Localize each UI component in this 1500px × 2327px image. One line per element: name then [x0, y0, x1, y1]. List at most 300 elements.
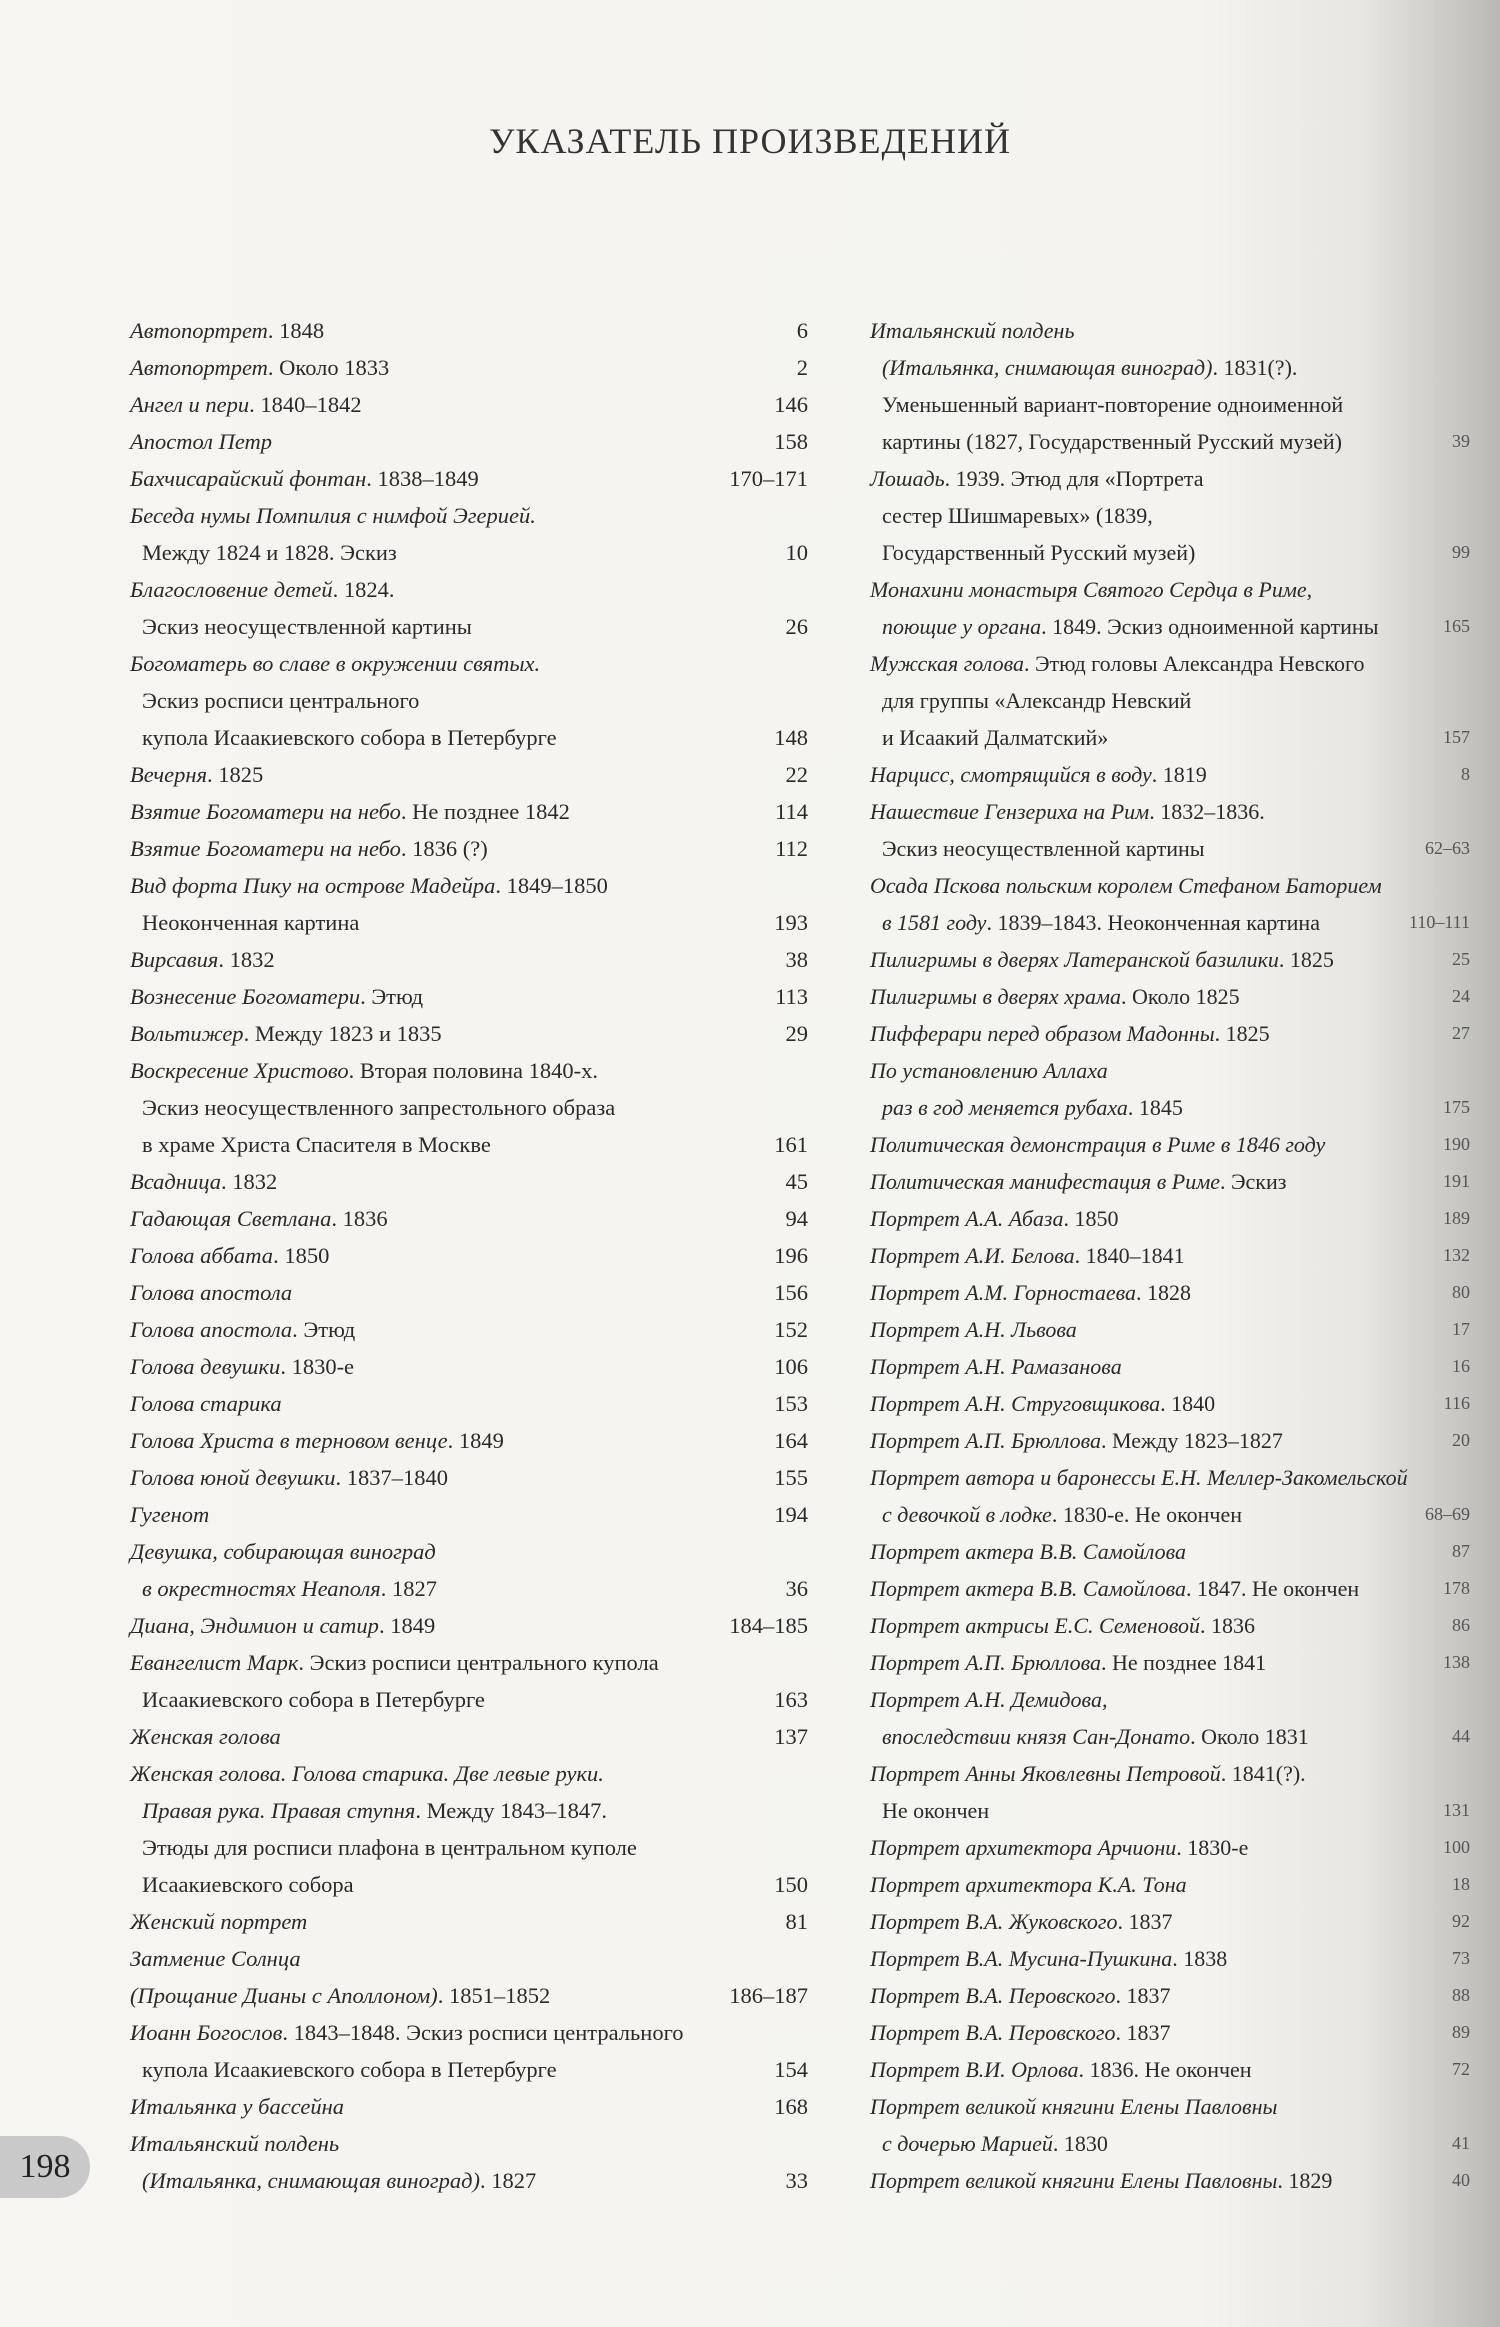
entry-details: . 1832–1836.: [1149, 799, 1265, 824]
entry-text: [130, 904, 738, 941]
entry-work-title: Политическая манифестация в Риме: [870, 1169, 1221, 1194]
entry-text: [130, 830, 738, 867]
index-entry: [870, 645, 1470, 682]
index-entry: [130, 1459, 808, 1496]
entry-page-ref: 110–111: [1409, 912, 1470, 932]
index-entry: [870, 1903, 1470, 1940]
entry-text: [130, 423, 738, 460]
entry-details: . Между 1843–1847.: [415, 1798, 608, 1823]
entry-page-ref: 190: [1443, 1134, 1470, 1154]
index-entry: [870, 423, 1470, 460]
entry-details: . 1849: [447, 1428, 504, 1453]
entry-work-title: Портрет А.Н. Львова: [870, 1317, 1077, 1342]
index-entry: [130, 904, 808, 941]
entry-details: Исаакиевского собора в Петербурге: [142, 1687, 485, 1712]
entry-page-ref: 155: [774, 1465, 808, 1490]
entry-page-ref: [1430, 312, 1470, 349]
entry-text: [870, 941, 1430, 978]
page-number: 198: [19, 2148, 71, 2185]
entry-text: [130, 571, 738, 608]
entry-page-ref: [738, 1533, 808, 1570]
entry-text: [870, 1792, 1430, 1829]
entry-text: [870, 2125, 1430, 2162]
entry-page-ref: 62–63: [1425, 838, 1470, 858]
entry-details: . 1836. Не окончен: [1078, 2057, 1252, 2082]
entry-work-title: Правая рука. Правая ступня: [142, 1798, 416, 1823]
entry-work-title: Лошадь: [870, 466, 945, 491]
entry-work-title: Голова апостола: [130, 1317, 293, 1342]
entry-page-ref: [738, 1792, 808, 1829]
entry-details: Исаакиевского собора: [142, 1872, 354, 1897]
entry-work-title: Портрет актера В.В. Самойлова: [870, 1576, 1187, 1601]
entry-details: . 1819: [1151, 762, 1207, 787]
entry-work-title: Портрет актрисы Е.С. Семеновой: [870, 1613, 1201, 1638]
entry-text: [870, 571, 1430, 608]
entry-details: . 1850: [1063, 1206, 1119, 1231]
entry-page-ref: 194: [774, 1502, 808, 1527]
entry-page-ref: 137: [774, 1724, 808, 1749]
index-entry: [130, 1755, 808, 1792]
entry-work-title: Портрет А.Н. Демидова,: [870, 1687, 1108, 1712]
entry-page-ref: 114: [775, 799, 808, 824]
index-entry: [130, 349, 808, 386]
entry-page-ref: [1430, 497, 1470, 534]
entry-details: . 1827: [479, 2168, 537, 2193]
entry-work-title: Портрет В.И. Орлова: [870, 2057, 1079, 2082]
entry-text: [870, 1237, 1430, 1274]
index-entry: [130, 1681, 808, 1718]
entry-details: . 1830-е: [1176, 1835, 1249, 1860]
entry-work-title: раз в год меняется рубаха: [882, 1095, 1128, 1120]
entry-text: [870, 1496, 1425, 1533]
entry-text: [870, 1644, 1430, 1681]
entry-text: [130, 1570, 738, 1607]
index-entry: [870, 1496, 1470, 1533]
entry-text: [130, 608, 738, 645]
index-entry: [870, 571, 1470, 608]
index-entry: [130, 534, 808, 571]
entry-text: [130, 2014, 738, 2051]
index-entry: [130, 1422, 808, 1459]
entry-page-ref: 22: [785, 762, 808, 787]
entry-text: [130, 1200, 738, 1237]
entry-work-title: Голова апостола: [130, 1280, 293, 1305]
entry-details: . 1939. Этюд для «Портрета: [944, 466, 1204, 491]
entry-text: [130, 1681, 738, 1718]
entry-text: [870, 1570, 1430, 1607]
entry-page-ref: 138: [1443, 1652, 1470, 1672]
entry-text: [130, 1274, 738, 1311]
entry-details: купола Исаакиевского собора в Петербурге: [142, 2057, 557, 2082]
entry-details: . Не позднее 1842: [400, 799, 570, 824]
entry-page-ref: 184–185: [729, 1613, 808, 1638]
entry-text: [870, 1089, 1430, 1126]
index-entry: [870, 1755, 1470, 1792]
entry-details: . 1849. Эскиз одноименной картины: [1041, 614, 1379, 639]
entry-details: . 1825: [207, 762, 264, 787]
entry-work-title: впоследствии князя Сан-Донато: [882, 1724, 1191, 1749]
entry-work-title: Монахини монастыря Святого Сердца в Риме,: [870, 577, 1313, 602]
entry-work-title: Политическая демонстрация в Риме в 1846 году: [870, 1132, 1326, 1157]
index-entry: [870, 2014, 1470, 2051]
entry-text: [870, 1607, 1430, 1644]
entry-text: [130, 1422, 738, 1459]
entry-page-ref: 16: [1452, 1356, 1470, 1376]
entry-text: [870, 534, 1430, 571]
index-entry: [130, 608, 808, 645]
entry-details: . 1830-е: [280, 1354, 355, 1379]
entry-text: [870, 1718, 1430, 1755]
index-entry: [870, 1940, 1470, 1977]
index-entry: [130, 1829, 808, 1866]
entry-details: . 1837: [1115, 2020, 1171, 2045]
entry-work-title: Вирсавия: [130, 947, 219, 972]
entry-page-ref: 36: [785, 1576, 808, 1601]
index-entry: [870, 1385, 1470, 1422]
entry-details: Государственный Русский музей): [882, 540, 1196, 565]
entry-text: [130, 2088, 738, 2125]
entry-page-ref: 156: [774, 1280, 808, 1305]
entry-text: [870, 1126, 1430, 1163]
entry-work-title: Портрет В.А. Перовского: [870, 2020, 1116, 2045]
entry-details: Эскиз неосуществленной картины: [882, 836, 1205, 861]
entry-text: [870, 2051, 1430, 2088]
index-entry: [130, 941, 808, 978]
entry-text: [870, 793, 1430, 830]
index-entry: [870, 2051, 1470, 2088]
index-entry: [870, 1718, 1470, 1755]
entry-details: . 1849: [378, 1613, 436, 1638]
entry-page-ref: 113: [775, 984, 808, 1009]
page-number-tab: [0, 2136, 90, 2198]
entry-details: Эскиз неосуществленного запрестольного образа: [142, 1095, 616, 1120]
index-entry: [870, 978, 1470, 1015]
entry-details: . 1825: [1278, 947, 1334, 972]
index-column-right: [870, 312, 1470, 2199]
entry-details: . 1847. Не окончен: [1186, 1576, 1360, 1601]
entry-details: . 1840: [1160, 1391, 1216, 1416]
entry-text: [130, 1311, 738, 1348]
entry-page-ref: 131: [1443, 1800, 1470, 1820]
entry-text: [870, 1163, 1430, 1200]
entry-details: . Около 1825: [1121, 984, 1240, 1009]
entry-text: [130, 1977, 729, 2014]
index-entry: [130, 645, 808, 682]
entry-work-title: Нарцисс, смотрящийся в воду: [870, 762, 1152, 787]
index-entry: [130, 423, 808, 460]
index-entry: [130, 867, 808, 904]
entry-work-title: Итальянка у бассейна: [130, 2094, 345, 2119]
entry-details: . Этюд: [292, 1317, 356, 1342]
index-entry: [130, 1940, 808, 1977]
index-entry: [130, 1163, 808, 1200]
entry-details: . 1845: [1127, 1095, 1183, 1120]
entry-text: [870, 312, 1430, 349]
index-entry: [870, 1311, 1470, 1348]
entry-page-ref: 72: [1452, 2059, 1470, 2079]
entry-page-ref: 116: [1443, 1393, 1470, 1413]
entry-details: . Около 1833: [267, 355, 390, 380]
entry-page-ref: 80: [1452, 1282, 1470, 1302]
entry-work-title: Портрет А.Н. Струговщикова: [870, 1391, 1161, 1416]
entry-details: Уменьшенный вариант-повторение одноименной: [882, 392, 1344, 417]
entry-text: [130, 534, 738, 571]
entry-text: [130, 1607, 729, 1644]
entry-text: [130, 1163, 738, 1200]
entry-details: . Между 1823 и 1835: [243, 1021, 442, 1046]
entry-text: [130, 1792, 738, 1829]
entry-text: [870, 1200, 1430, 1237]
entry-page-ref: 161: [774, 1132, 808, 1157]
entry-page-ref: 152: [774, 1317, 808, 1342]
entry-details: Этюды для росписи плафона в центральном куполе: [142, 1835, 637, 1860]
index-entry: [870, 1681, 1470, 1718]
entry-page-ref: 8: [1461, 764, 1470, 784]
entry-work-title: (Итальянка, снимающая виноград): [882, 355, 1213, 380]
entry-page-ref: [738, 2014, 808, 2051]
entry-text: [130, 312, 738, 349]
entry-page-ref: 94: [785, 1206, 808, 1231]
entry-text: [870, 719, 1430, 756]
entry-page-ref: 27: [1452, 1023, 1470, 1043]
entry-text: [130, 1348, 738, 1385]
entry-text: [130, 1644, 738, 1681]
entry-details: . 1840–1842: [249, 392, 362, 417]
entry-details: купола Исаакиевского собора в Петербурге: [142, 725, 557, 750]
entry-text: [130, 645, 738, 682]
entry-page-ref: 29: [785, 1021, 808, 1046]
entry-text: [130, 682, 738, 719]
entry-text: [130, 1089, 738, 1126]
entry-text: [130, 1052, 738, 1089]
entry-details: . Этюд головы Александра Невского: [1024, 651, 1365, 676]
entry-work-title: Голова девушки: [130, 1354, 281, 1379]
entry-text: [130, 1533, 738, 1570]
index-entry: [130, 2162, 808, 2199]
index-entry: [870, 1607, 1470, 1644]
index-entry: [870, 312, 1470, 349]
entry-page-ref: [738, 1644, 808, 1681]
entry-details: . 1840–1841: [1074, 1243, 1185, 1268]
entry-details: . 1838–1849: [366, 466, 479, 491]
index-entry: [130, 1089, 808, 1126]
entry-page-ref: [1430, 349, 1470, 386]
index-entry: [130, 1977, 808, 2014]
index-entry: [130, 460, 808, 497]
entry-work-title: Голова юной девушки: [130, 1465, 336, 1490]
entry-text: [870, 978, 1430, 1015]
index-entry: [130, 719, 808, 756]
index-entry: [870, 2088, 1470, 2125]
entry-page-ref: 164: [774, 1428, 808, 1453]
index-entry: [870, 349, 1470, 386]
page-title: УКАЗАТЕЛЬ ПРОИЗВЕДЕНИЙ: [488, 121, 1012, 161]
index-entry: [870, 1015, 1470, 1052]
index-entry: [870, 1237, 1470, 1274]
entry-work-title: Автопортрет: [130, 318, 268, 343]
index-entry: [870, 1459, 1470, 1496]
entry-text: [870, 2014, 1430, 2051]
index-entry: [870, 1422, 1470, 1459]
entry-work-title: Портрет А.Н. Рамазанова: [870, 1354, 1122, 1379]
entry-work-title: Мужская голова: [870, 651, 1024, 676]
index-entry: [870, 386, 1470, 423]
entry-page-ref: 175: [1443, 1097, 1470, 1117]
index-entry: [870, 1829, 1470, 1866]
entry-page-ref: 158: [774, 429, 808, 454]
entry-details: . Около 1831: [1190, 1724, 1309, 1749]
entry-details: . 1830: [1052, 2131, 1108, 2156]
entry-work-title: Вольтижер: [130, 1021, 244, 1046]
entry-work-title: Портрет автора и баронессы Е.Н. Меллер-Закомельской: [870, 1465, 1408, 1490]
entry-details: . 1825: [1214, 1021, 1270, 1046]
entry-page-ref: 157: [1443, 727, 1470, 747]
entry-page-ref: 20: [1452, 1430, 1470, 1450]
entry-page-ref: 26: [785, 614, 808, 639]
entry-work-title: Женский портрет: [130, 1909, 308, 1934]
entry-text: [870, 1385, 1430, 1422]
entry-details: . 1839–1843. Неоконченная картина: [986, 910, 1320, 935]
entry-work-title: с девочкой в лодке: [882, 1502, 1052, 1527]
entry-work-title: Итальянский полдень: [870, 318, 1075, 343]
index-entry: [130, 571, 808, 608]
entry-text: [130, 941, 738, 978]
entry-work-title: Апостол Петр: [130, 429, 273, 454]
entry-work-title: Голова Христа в терновом венце: [130, 1428, 448, 1453]
entry-page-ref: [1430, 571, 1470, 608]
entry-page-ref: 186–187: [729, 1983, 808, 2008]
index-entry: [130, 1792, 808, 1829]
entry-details: Между 1824 и 1828. Эскиз: [142, 540, 397, 565]
entry-text: [870, 1977, 1430, 2014]
entry-work-title: Портрет А.А. Абаза: [870, 1206, 1064, 1231]
entry-work-title: Голова старика: [130, 1391, 282, 1416]
entry-details: . Вторая половина 1840-х.: [348, 1058, 599, 1083]
entry-work-title: Голова аббата: [130, 1243, 274, 1268]
entry-details: . 1838: [1172, 1946, 1228, 1971]
entry-text: [130, 2162, 738, 2199]
entry-text: [130, 1015, 738, 1052]
entry-work-title: Пилигримы в дверях Латеранской базилики: [870, 947, 1279, 972]
entry-text: [870, 349, 1430, 386]
index-entry: [870, 904, 1470, 941]
entry-work-title: Нашествие Гензериха на Рим: [870, 799, 1150, 824]
entry-work-title: Всадница: [130, 1169, 221, 1194]
entry-work-title: Портрет актера В.В. Самойлова: [870, 1539, 1187, 1564]
index-entry: [130, 1570, 808, 1607]
entry-page-ref: [1430, 645, 1470, 682]
entry-work-title: По установлению Аллаха: [870, 1058, 1108, 1083]
entry-details: . Между 1823–1827: [1100, 1428, 1283, 1453]
entry-text: [870, 2162, 1430, 2199]
entry-text: [130, 2125, 738, 2162]
entry-page-ref: 150: [774, 1872, 808, 1897]
entry-work-title: Женская голова: [130, 1724, 281, 1749]
entry-page-ref: 89: [1452, 2022, 1470, 2042]
index-entry: [870, 1052, 1470, 1089]
entry-work-title: Беседа нумы Помпилия с нимфой Эгерией.: [130, 503, 536, 528]
entry-details: . 1824.: [332, 577, 395, 602]
index-entry: [130, 2088, 808, 2125]
index-entry: [130, 1274, 808, 1311]
entry-work-title: Диана, Эндимион и сатир: [130, 1613, 379, 1638]
entry-work-title: Бахчисарайский фонтан: [130, 466, 367, 491]
entry-page-ref: 163: [774, 1687, 808, 1712]
entry-page-ref: 146: [774, 392, 808, 417]
index-entry: [130, 2125, 808, 2162]
entry-text: [870, 1755, 1430, 1792]
index-entry: [130, 1903, 808, 1940]
entry-details: . 1850: [273, 1243, 330, 1268]
entry-details: Не окончен: [882, 1798, 990, 1823]
index-entry: [130, 1200, 808, 1237]
entry-text: [870, 645, 1430, 682]
entry-page-ref: 170–171: [729, 466, 808, 491]
index-entry: [130, 1533, 808, 1570]
entry-text: [870, 1866, 1430, 1903]
entry-work-title: Вознесение Богоматери: [130, 984, 361, 1009]
index-entry: [870, 756, 1470, 793]
entry-page-ref: 45: [785, 1169, 808, 1194]
index-entry: [130, 830, 808, 867]
entry-text: [870, 1459, 1430, 1496]
entry-text: [130, 1385, 738, 1422]
index-entry: [870, 1126, 1470, 1163]
entry-page-ref: 132: [1443, 1245, 1470, 1265]
index-entry: [870, 1792, 1470, 1829]
entry-work-title: Иоанн Богослов: [130, 2020, 283, 2045]
entry-page-ref: [1430, 2088, 1470, 2125]
entry-page-ref: 10: [785, 540, 808, 565]
index-entry: [130, 1015, 808, 1052]
entry-work-title: Взятие Богоматери на небо: [130, 836, 401, 861]
entry-page-ref: 68–69: [1425, 1504, 1470, 1524]
entry-work-title: Вид форта Пику на острове Мадейра: [130, 873, 496, 898]
entry-details: . 1836: [1200, 1613, 1256, 1638]
index-entry: [130, 2051, 808, 2088]
entry-text: [870, 1015, 1430, 1052]
entry-page-ref: 154: [774, 2057, 808, 2082]
entry-work-title: поющие у органа: [882, 614, 1042, 639]
entry-page-ref: 73: [1452, 1948, 1470, 1968]
entry-details: . 1836: [331, 1206, 388, 1231]
entry-page-ref: 6: [796, 318, 808, 343]
index-entry: [870, 1570, 1470, 1607]
entry-text: [870, 386, 1430, 423]
entry-page-ref: 33: [785, 2168, 808, 2193]
entry-page-ref: [1430, 867, 1470, 904]
entry-text: [130, 1903, 738, 1940]
entry-page-ref: 24: [1452, 986, 1470, 1006]
entry-details: . 1836 (?): [400, 836, 488, 861]
index-entry: [130, 1052, 808, 1089]
entry-text: [870, 423, 1430, 460]
entry-page-ref: [738, 1940, 808, 1977]
entry-page-ref: 88: [1452, 1985, 1470, 2005]
entry-details: . 1848: [267, 318, 325, 343]
entry-text: [130, 867, 738, 904]
entry-work-title: Пифферари перед образом Мадонны: [870, 1021, 1215, 1046]
entry-details: . 1830-е. Не окончен: [1051, 1502, 1243, 1527]
entry-details: . Эскиз: [1220, 1169, 1287, 1194]
entry-page-ref: 81: [785, 1909, 808, 1934]
entry-details: . Эскиз росписи центрального купола: [298, 1650, 659, 1675]
entry-details: . Не позднее 1841: [1100, 1650, 1267, 1675]
entry-work-title: Гугенот: [130, 1502, 210, 1527]
entry-page-ref: [738, 682, 808, 719]
entry-page-ref: [1430, 386, 1470, 423]
entry-details: . 1832: [218, 947, 275, 972]
